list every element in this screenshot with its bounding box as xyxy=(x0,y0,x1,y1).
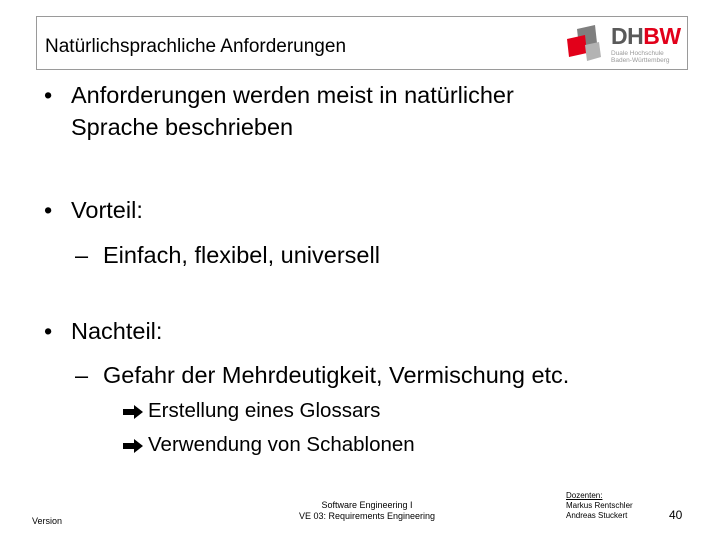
logo-subline-2: Baden-Württemberg xyxy=(611,57,670,64)
footer-course-line-1: Software Engineering I xyxy=(321,500,413,510)
bullet-3-title: Nachteil: xyxy=(71,318,163,344)
bullet-1-line-1: Anforderungen werden meist in natürlicher xyxy=(71,82,514,108)
footer-lecturer-2: Andreas Stuckert xyxy=(566,511,628,520)
page-number: 40 xyxy=(669,508,683,522)
bullet-marker: • xyxy=(44,197,53,223)
logo-subline-1: Duale Hochschule xyxy=(611,50,664,57)
footer-lecturers-label: Dozenten: xyxy=(566,491,603,500)
footer-version: Version xyxy=(32,516,63,526)
bullet-marker: • xyxy=(44,82,53,108)
bullet-1-line-2: Sprache beschrieben xyxy=(71,114,294,140)
bullet-2-title: Vorteil: xyxy=(71,197,143,223)
arrow-item-templates xyxy=(122,432,415,458)
arrow-item-templates-text: Verwendung von Schablonen xyxy=(148,433,415,456)
footer-course xyxy=(272,500,462,522)
footer-course-line-2: VE 03: Requirements Engineering xyxy=(298,511,436,521)
right-arrow-icon xyxy=(122,438,144,454)
bullet-3-sub: Gefahr der Mehrdeutigkeit, Vermischung etc. xyxy=(103,362,570,388)
right-arrow-icon xyxy=(122,404,144,420)
footer-lecturers xyxy=(566,491,633,521)
bullet-marker: • xyxy=(44,318,53,344)
arrow-item-glossary xyxy=(122,398,380,424)
bullet-2-sub: Einfach, flexibel, universell xyxy=(103,242,380,268)
dash-marker: – xyxy=(75,362,89,388)
logo-word-main: DH xyxy=(611,23,644,49)
arrow-item-glossary-text: Erstellung eines Glossars xyxy=(148,399,381,422)
slide-title: Natürlichsprachliche Anforderungen xyxy=(45,36,347,57)
dash-marker: – xyxy=(75,242,89,268)
logo-word-accent: BW xyxy=(643,23,681,49)
footer-lecturer-1: Markus Rentschler xyxy=(566,501,633,510)
